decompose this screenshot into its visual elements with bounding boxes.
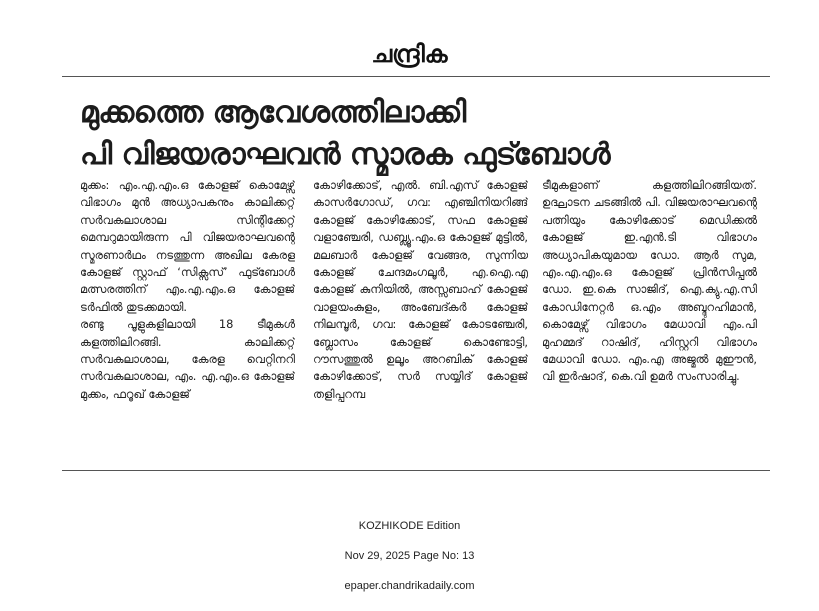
- column-1-paragraph-1: മുക്കം: എം.എ.എം.ഒ കോളജ് കൊമേഴ്സ് വിഭാഗം മുൻ അധ്യാപകനും കാലിക്കറ്റ് സർവകലാശാല സിന്റിക്കേറ്റ് മെമ്പറുമായിരുന്ന പി വിജയരാഘവന്റെ സ്മരണാർഥം നടത്തുന്ന അഖില കേരള കോളജ് സ്റ്റാഫ് ‘സിക്സസ്’ ഫുട്ബോൾ മത്സരത്തിന് എം.എ.എം.ഒ കോളജ് ടർഫിൽ തുടക്കമായി.: [80, 178, 295, 314]
- top-divider: [62, 76, 770, 77]
- headline-line-2: പി വിജയരാഘവൻ സ്മാരക ഫുട്ബോൾ: [80, 137, 610, 172]
- article-headline: [80, 92, 760, 176]
- column-3-paragraph: ടീമുകളാണ് കളത്തിലിറങ്ങിയത്. ഉദ്ഘാടന ചടങ്ങിൽ പി. വിജയരാഘവന്റെ പത്നിയും കോഴിക്കോട് മെഡിക്കൽ കോളജ് ഇ.എൻ.ടി വിഭാഗം അധ്യാപികയുമായ ഡോ. ആർ സുമ, എം.എ.എം.ഒ കോളജ് പ്രിൻസിപ്പൽ ഡോ. ഇ.കെ സാജിദ്, ഐ.ക്യു.എ.സി കോഡിനേറ്റർ ഒ.എം അബ്ദുറഹിമാൻ, കൊമേഴ്സ് വിഭാഗം മേധാവി എം.പി മുഹമ്മദ് റാഷിദ്, ഹിസ്റ്ററി വിഭാഗം മേധാവി ഡോ. എം.എ അജ്മൽ മുഈൻ, വി ഇർഷാദ്, കെ.വി ഉമർ സംസാരിച്ചു.: [542, 178, 757, 384]
- article-column-1: [80, 177, 295, 465]
- article-column-3: [542, 177, 757, 465]
- site-url: epaper.chandrikadaily.com: [344, 580, 475, 592]
- headline-line-1: മുക്കത്തെ ആവേശത്തിലാക്കി: [80, 95, 466, 130]
- article-column-2: [313, 177, 528, 465]
- column-1-paragraph-2: രണ്ടു പൂളുകളിലായി 18 ടീമുകൾ കളത്തിലിറങ്ങി. കാലിക്കറ്റ് സർവകലാശാല, കേരള വെറ്റിനറി സർവകലാശാല, എം. എ.എം.ഒ കോളജ് മുക്കം, ഫറൂഖ് കോളജ്: [80, 317, 295, 401]
- edition-label: KOZHIKODE Edition: [358, 520, 461, 532]
- newspaper-masthead: ചന്ദ്രിക: [371, 40, 448, 68]
- column-2-paragraph: കോഴിക്കോട്, എൽ. ബി.എസ് കോളജ് കാസർഗോഡ്, ഗവ: എഞ്ചിനിയറിങ്ങ് കോളജ് കോഴിക്കോട്, സഫ കോളജ് വളാഞ്ചേരി, ഡബ്ല്യൂ.എം.ഒ കോളജ് മുട്ടിൽ, മലബാർ കോളജ് വേങ്ങര, സുന്നിയ കോളജ് ചേന്ദമംഗലൂർ, എ.ഐ.എ കോളജ് കുനിയിൽ, അസ്സബാഹ് കോളജ് വാളയംകുളം, അംബേദ്കർ കോളജ് നിലമ്പൂർ, ഗവ: കോളജ് കോടഞ്ചേരി, ബ്ലോസം കോളജ് കൊണ്ടോട്ടി, റൗസത്തുൽ ഉലൂം അറബിക് കോളജ് കോഴിക്കോട്, സർ സയ്യിദ് കോളജ് തളിപ്പറമ്പ: [313, 178, 528, 401]
- date-page-label: Nov 29, 2025 Page No: 13: [344, 550, 475, 562]
- bottom-divider: [62, 470, 770, 471]
